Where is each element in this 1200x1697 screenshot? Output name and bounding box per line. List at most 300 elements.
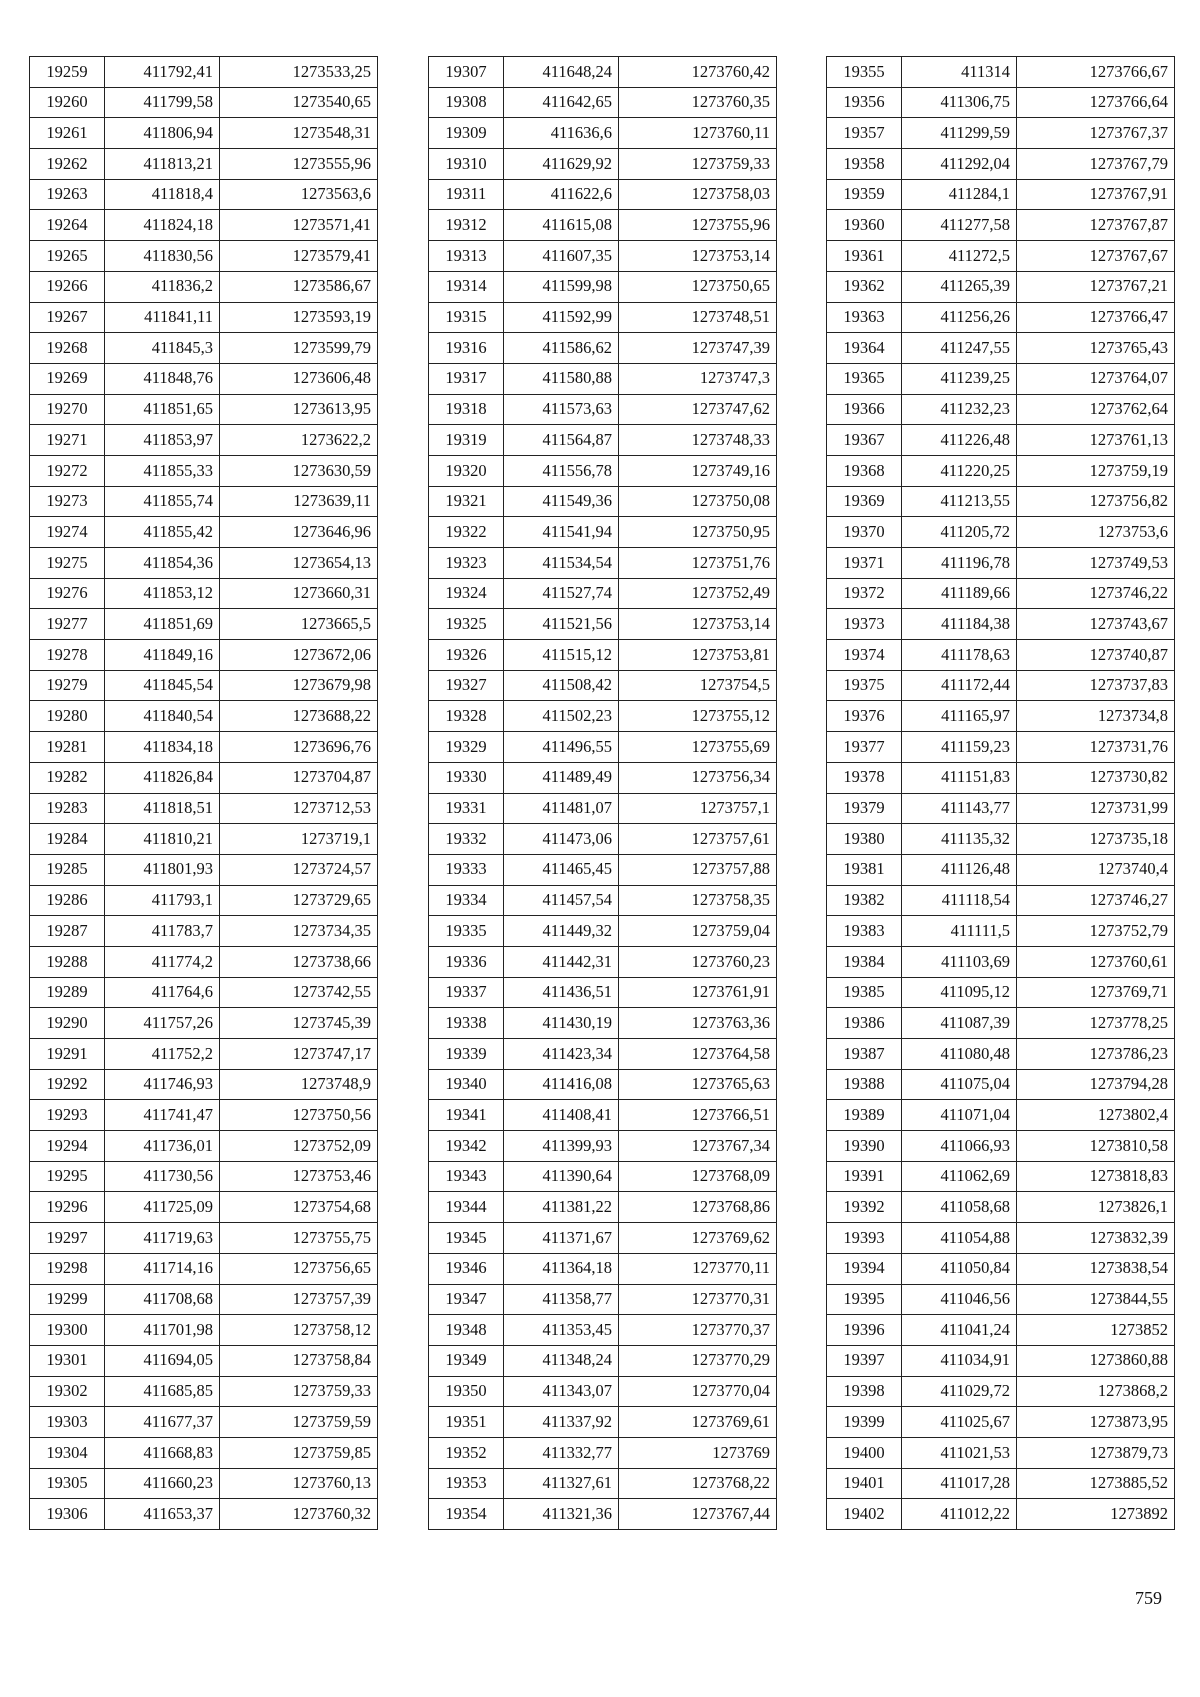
x-coordinate-cell: 411515,12	[504, 640, 619, 671]
point-number-cell: 19363	[827, 302, 902, 333]
table-row	[30, 578, 378, 609]
x-coordinate-cell: 411853,97	[105, 425, 220, 456]
table-row	[827, 118, 1175, 149]
y-coordinate-cell: 1273767,37	[1017, 118, 1175, 149]
table-row	[429, 548, 777, 579]
y-coordinate-cell: 1273755,96	[619, 210, 777, 241]
table-row	[429, 333, 777, 364]
x-coordinate-cell: 411348,24	[504, 1345, 619, 1376]
table-row	[429, 732, 777, 763]
table-row	[827, 670, 1175, 701]
y-coordinate-cell: 1273740,87	[1017, 640, 1175, 671]
y-coordinate-cell: 1273750,08	[619, 486, 777, 517]
x-coordinate-cell: 411599,98	[504, 271, 619, 302]
y-coordinate-cell: 1273757,39	[220, 1284, 378, 1315]
table-row	[827, 1284, 1175, 1315]
point-number-cell: 19322	[429, 517, 504, 548]
x-coordinate-cell: 411592,99	[504, 302, 619, 333]
x-coordinate-cell: 411774,2	[105, 946, 220, 977]
y-coordinate-cell: 1273740,4	[1017, 854, 1175, 885]
y-coordinate-cell: 1273753,14	[619, 241, 777, 272]
table-row	[30, 1284, 378, 1315]
y-coordinate-cell: 1273838,54	[1017, 1253, 1175, 1284]
point-number-cell: 19351	[429, 1407, 504, 1438]
x-coordinate-cell: 411694,05	[105, 1345, 220, 1376]
y-coordinate-cell: 1273630,59	[220, 455, 378, 486]
table-row	[827, 854, 1175, 885]
y-coordinate-cell: 1273766,64	[1017, 87, 1175, 118]
y-coordinate-cell: 1273586,67	[220, 271, 378, 302]
x-coordinate-cell: 411025,67	[902, 1407, 1017, 1438]
y-coordinate-cell: 1273756,65	[220, 1253, 378, 1284]
point-number-cell: 19368	[827, 455, 902, 486]
x-coordinate-cell: 411845,54	[105, 670, 220, 701]
y-coordinate-cell: 1273738,66	[220, 946, 378, 977]
point-number-cell: 19309	[429, 118, 504, 149]
table-row	[30, 1437, 378, 1468]
table-row	[30, 609, 378, 640]
point-number-cell: 19311	[429, 179, 504, 210]
y-coordinate-cell: 1273746,22	[1017, 578, 1175, 609]
point-number-cell: 19327	[429, 670, 504, 701]
table-row	[429, 1039, 777, 1070]
point-number-cell: 19370	[827, 517, 902, 548]
x-coordinate-cell: 411845,3	[105, 333, 220, 364]
x-coordinate-cell: 411247,55	[902, 333, 1017, 364]
table-row	[827, 916, 1175, 947]
y-coordinate-cell: 1273606,48	[220, 363, 378, 394]
y-coordinate-cell: 1273724,57	[220, 854, 378, 885]
point-number-cell: 19323	[429, 548, 504, 579]
y-coordinate-cell: 1273760,23	[619, 946, 777, 977]
point-number-cell: 19310	[429, 149, 504, 180]
point-number-cell: 19400	[827, 1437, 902, 1468]
y-coordinate-cell: 1273752,49	[619, 578, 777, 609]
table-row	[429, 1437, 777, 1468]
x-coordinate-cell: 411277,58	[902, 210, 1017, 241]
point-number-cell: 19394	[827, 1253, 902, 1284]
x-coordinate-cell: 411272,5	[902, 241, 1017, 272]
x-coordinate-cell: 411436,51	[504, 977, 619, 1008]
y-coordinate-cell: 1273747,62	[619, 394, 777, 425]
table-row	[827, 425, 1175, 456]
table-row	[827, 179, 1175, 210]
point-number-cell: 19359	[827, 179, 902, 210]
point-number-cell: 19365	[827, 363, 902, 394]
x-coordinate-cell: 411337,92	[504, 1407, 619, 1438]
table-row	[30, 1192, 378, 1223]
x-coordinate-cell: 411573,63	[504, 394, 619, 425]
table-row	[429, 916, 777, 947]
table-row	[827, 548, 1175, 579]
x-coordinate-cell: 411332,77	[504, 1437, 619, 1468]
point-number-cell: 19299	[30, 1284, 105, 1315]
table-row	[429, 1499, 777, 1530]
table-row	[827, 486, 1175, 517]
table-row	[30, 517, 378, 548]
y-coordinate-cell: 1273731,99	[1017, 793, 1175, 824]
y-coordinate-cell: 1273749,53	[1017, 548, 1175, 579]
y-coordinate-cell: 1273548,31	[220, 118, 378, 149]
point-number-cell: 19385	[827, 977, 902, 1008]
table-row	[30, 1131, 378, 1162]
x-coordinate-cell: 411226,48	[902, 425, 1017, 456]
y-coordinate-cell: 1273826,1	[1017, 1192, 1175, 1223]
y-coordinate-cell: 1273753,6	[1017, 517, 1175, 548]
x-coordinate-cell: 411854,36	[105, 548, 220, 579]
y-coordinate-cell: 1273778,25	[1017, 1008, 1175, 1039]
y-coordinate-cell: 1273599,79	[220, 333, 378, 364]
y-coordinate-cell: 1273748,51	[619, 302, 777, 333]
x-coordinate-cell: 411840,54	[105, 701, 220, 732]
x-coordinate-cell: 411314	[902, 57, 1017, 88]
page-number: 759	[1135, 1588, 1162, 1608]
point-number-cell: 19358	[827, 149, 902, 180]
x-coordinate-cell: 411416,08	[504, 1069, 619, 1100]
y-coordinate-cell: 1273755,69	[619, 732, 777, 763]
y-coordinate-cell: 1273748,33	[619, 425, 777, 456]
table-row	[429, 1161, 777, 1192]
point-number-cell: 19343	[429, 1161, 504, 1192]
x-coordinate-cell: 411489,49	[504, 762, 619, 793]
x-coordinate-cell: 411080,48	[902, 1039, 1017, 1070]
point-number-cell: 19330	[429, 762, 504, 793]
point-number-cell: 19389	[827, 1100, 902, 1131]
x-coordinate-cell: 411012,22	[902, 1499, 1017, 1530]
table-row	[30, 762, 378, 793]
point-number-cell: 19282	[30, 762, 105, 793]
y-coordinate-cell: 1273753,81	[619, 640, 777, 671]
y-coordinate-cell: 1273802,4	[1017, 1100, 1175, 1131]
x-coordinate-cell: 411087,39	[902, 1008, 1017, 1039]
y-coordinate-cell: 1273729,65	[220, 885, 378, 916]
point-number-cell: 19320	[429, 455, 504, 486]
x-coordinate-cell: 411284,1	[902, 179, 1017, 210]
x-coordinate-cell: 411481,07	[504, 793, 619, 824]
table-row	[30, 486, 378, 517]
table-row	[30, 1315, 378, 1346]
x-coordinate-cell: 411034,91	[902, 1345, 1017, 1376]
y-coordinate-cell: 1273734,8	[1017, 701, 1175, 732]
point-number-cell: 19260	[30, 87, 105, 118]
y-coordinate-cell: 1273660,31	[220, 578, 378, 609]
y-coordinate-cell: 1273767,87	[1017, 210, 1175, 241]
table-row	[827, 946, 1175, 977]
point-number-cell: 19379	[827, 793, 902, 824]
point-number-cell: 19284	[30, 824, 105, 855]
table-row	[429, 394, 777, 425]
point-number-cell: 19316	[429, 333, 504, 364]
point-number-cell: 19333	[429, 854, 504, 885]
point-number-cell: 19269	[30, 363, 105, 394]
table-row	[30, 1499, 378, 1530]
point-number-cell: 19380	[827, 824, 902, 855]
table-row	[429, 824, 777, 855]
point-number-cell: 19302	[30, 1376, 105, 1407]
y-coordinate-cell: 1273761,91	[619, 977, 777, 1008]
y-coordinate-cell: 1273758,84	[220, 1345, 378, 1376]
x-coordinate-cell: 411668,83	[105, 1437, 220, 1468]
point-number-cell: 19345	[429, 1223, 504, 1254]
table-row	[827, 824, 1175, 855]
point-number-cell: 19371	[827, 548, 902, 579]
table-row	[30, 1345, 378, 1376]
y-coordinate-cell: 1273579,41	[220, 241, 378, 272]
x-coordinate-cell: 411502,23	[504, 701, 619, 732]
point-number-cell: 19392	[827, 1192, 902, 1223]
x-coordinate-cell: 411213,55	[902, 486, 1017, 517]
table-row	[30, 793, 378, 824]
point-number-cell: 19268	[30, 333, 105, 364]
y-coordinate-cell: 1273770,29	[619, 1345, 777, 1376]
point-number-cell: 19297	[30, 1223, 105, 1254]
point-number-cell: 19378	[827, 762, 902, 793]
y-coordinate-cell: 1273752,09	[220, 1131, 378, 1162]
x-coordinate-cell: 411066,93	[902, 1131, 1017, 1162]
x-coordinate-cell: 411327,61	[504, 1468, 619, 1499]
point-number-cell: 19325	[429, 609, 504, 640]
y-coordinate-cell: 1273704,87	[220, 762, 378, 793]
point-number-cell: 19274	[30, 517, 105, 548]
y-coordinate-cell: 1273770,04	[619, 1376, 777, 1407]
point-number-cell: 19288	[30, 946, 105, 977]
table-row	[429, 1069, 777, 1100]
point-number-cell: 19401	[827, 1468, 902, 1499]
table-row	[827, 578, 1175, 609]
point-number-cell: 19296	[30, 1192, 105, 1223]
coordinate-table-3	[826, 56, 1175, 1530]
point-number-cell: 19349	[429, 1345, 504, 1376]
point-number-cell: 19364	[827, 333, 902, 364]
y-coordinate-cell: 1273767,91	[1017, 179, 1175, 210]
y-coordinate-cell: 1273759,04	[619, 916, 777, 947]
point-number-cell: 19376	[827, 701, 902, 732]
x-coordinate-cell: 411143,77	[902, 793, 1017, 824]
table-row	[429, 1407, 777, 1438]
point-number-cell: 19391	[827, 1161, 902, 1192]
y-coordinate-cell: 1273759,33	[619, 149, 777, 180]
y-coordinate-cell: 1273737,83	[1017, 670, 1175, 701]
x-coordinate-cell: 411473,06	[504, 824, 619, 855]
point-number-cell: 19307	[429, 57, 504, 88]
x-coordinate-cell: 411685,85	[105, 1376, 220, 1407]
point-number-cell: 19383	[827, 916, 902, 947]
point-number-cell: 19342	[429, 1131, 504, 1162]
table-row	[429, 455, 777, 486]
x-coordinate-cell: 411364,18	[504, 1253, 619, 1284]
y-coordinate-cell: 1273712,53	[220, 793, 378, 824]
point-number-cell: 19357	[827, 118, 902, 149]
x-coordinate-cell: 411232,23	[902, 394, 1017, 425]
x-coordinate-cell: 411853,12	[105, 578, 220, 609]
table-row	[827, 57, 1175, 88]
point-number-cell: 19294	[30, 1131, 105, 1162]
x-coordinate-cell: 411054,88	[902, 1223, 1017, 1254]
x-coordinate-cell: 411390,64	[504, 1161, 619, 1192]
table-row	[30, 1376, 378, 1407]
table-row	[429, 946, 777, 977]
y-coordinate-cell: 1273751,76	[619, 548, 777, 579]
y-coordinate-cell: 1273696,76	[220, 732, 378, 763]
point-number-cell: 19354	[429, 1499, 504, 1530]
y-coordinate-cell: 1273769,62	[619, 1223, 777, 1254]
table-row	[429, 1345, 777, 1376]
point-number-cell: 19304	[30, 1437, 105, 1468]
point-number-cell: 19317	[429, 363, 504, 394]
x-coordinate-cell: 411058,68	[902, 1192, 1017, 1223]
table-row	[30, 1253, 378, 1284]
point-number-cell: 19331	[429, 793, 504, 824]
table-row	[827, 640, 1175, 671]
y-coordinate-cell: 1273768,22	[619, 1468, 777, 1499]
point-number-cell: 19298	[30, 1253, 105, 1284]
x-coordinate-cell: 411196,78	[902, 548, 1017, 579]
point-number-cell: 19395	[827, 1284, 902, 1315]
point-number-cell: 19396	[827, 1315, 902, 1346]
point-number-cell: 19381	[827, 854, 902, 885]
point-number-cell: 19374	[827, 640, 902, 671]
y-coordinate-cell: 1273764,58	[619, 1039, 777, 1070]
point-number-cell: 19261	[30, 118, 105, 149]
table-row	[429, 854, 777, 885]
point-number-cell: 19382	[827, 885, 902, 916]
table-row	[827, 1315, 1175, 1346]
y-coordinate-cell: 1273770,11	[619, 1253, 777, 1284]
point-number-cell: 19287	[30, 916, 105, 947]
table-row	[827, 1437, 1175, 1468]
table-row	[429, 149, 777, 180]
x-coordinate-cell: 411806,94	[105, 118, 220, 149]
table-row	[827, 333, 1175, 364]
table-row	[30, 1069, 378, 1100]
x-coordinate-cell: 411841,11	[105, 302, 220, 333]
table-row	[827, 1345, 1175, 1376]
point-number-cell: 19313	[429, 241, 504, 272]
y-coordinate-cell: 1273760,35	[619, 87, 777, 118]
x-coordinate-cell: 411017,28	[902, 1468, 1017, 1499]
table-row	[827, 241, 1175, 272]
y-coordinate-cell: 1273734,35	[220, 916, 378, 947]
table-row	[827, 701, 1175, 732]
table-row	[30, 425, 378, 456]
table-row	[429, 517, 777, 548]
point-number-cell: 19312	[429, 210, 504, 241]
table-row	[429, 885, 777, 916]
point-number-cell: 19393	[827, 1223, 902, 1254]
x-coordinate-cell: 411701,98	[105, 1315, 220, 1346]
y-coordinate-cell: 1273731,76	[1017, 732, 1175, 763]
coordinate-table-1	[29, 56, 378, 1530]
table-row	[429, 609, 777, 640]
x-coordinate-cell: 411046,56	[902, 1284, 1017, 1315]
table-row	[429, 57, 777, 88]
table-row	[30, 640, 378, 671]
x-coordinate-cell: 411580,88	[504, 363, 619, 394]
point-number-cell: 19350	[429, 1376, 504, 1407]
y-coordinate-cell: 1273533,25	[220, 57, 378, 88]
table-row	[429, 977, 777, 1008]
point-number-cell: 19265	[30, 241, 105, 272]
table-row	[429, 179, 777, 210]
point-number-cell: 19314	[429, 271, 504, 302]
table-row	[429, 1008, 777, 1039]
point-number-cell: 19278	[30, 640, 105, 671]
point-number-cell: 19271	[30, 425, 105, 456]
x-coordinate-cell: 411714,16	[105, 1253, 220, 1284]
x-coordinate-cell: 411151,83	[902, 762, 1017, 793]
x-coordinate-cell: 411855,74	[105, 486, 220, 517]
table-row	[827, 1192, 1175, 1223]
point-number-cell: 19305	[30, 1468, 105, 1499]
point-number-cell: 19273	[30, 486, 105, 517]
x-coordinate-cell: 411848,76	[105, 363, 220, 394]
table-row	[429, 363, 777, 394]
table-row	[827, 1253, 1175, 1284]
x-coordinate-cell: 411752,2	[105, 1039, 220, 1070]
y-coordinate-cell: 1273555,96	[220, 149, 378, 180]
y-coordinate-cell: 1273752,79	[1017, 916, 1175, 947]
table-row	[827, 271, 1175, 302]
point-number-cell: 19281	[30, 732, 105, 763]
point-number-cell: 19300	[30, 1315, 105, 1346]
y-coordinate-cell: 1273892	[1017, 1499, 1175, 1530]
point-number-cell: 19270	[30, 394, 105, 425]
table-row	[827, 1161, 1175, 1192]
point-number-cell: 19402	[827, 1499, 902, 1530]
y-coordinate-cell: 1273753,46	[220, 1161, 378, 1192]
y-coordinate-cell: 1273786,23	[1017, 1039, 1175, 1070]
y-coordinate-cell: 1273759,33	[220, 1376, 378, 1407]
x-coordinate-cell: 411172,44	[902, 670, 1017, 701]
x-coordinate-cell: 411265,39	[902, 271, 1017, 302]
y-coordinate-cell: 1273760,11	[619, 118, 777, 149]
x-coordinate-cell: 411556,78	[504, 455, 619, 486]
point-number-cell: 19286	[30, 885, 105, 916]
table-row	[429, 425, 777, 456]
table-row	[429, 578, 777, 609]
x-coordinate-cell: 411205,72	[902, 517, 1017, 548]
x-coordinate-cell: 411677,37	[105, 1407, 220, 1438]
table-row	[429, 1284, 777, 1315]
x-coordinate-cell: 411041,24	[902, 1315, 1017, 1346]
x-coordinate-cell: 411399,93	[504, 1131, 619, 1162]
x-coordinate-cell: 411586,62	[504, 333, 619, 364]
y-coordinate-cell: 1273810,58	[1017, 1131, 1175, 1162]
y-coordinate-cell: 1273879,73	[1017, 1437, 1175, 1468]
x-coordinate-cell: 411725,09	[105, 1192, 220, 1223]
x-coordinate-cell: 411457,54	[504, 885, 619, 916]
y-coordinate-cell: 1273760,13	[220, 1468, 378, 1499]
y-coordinate-cell: 1273755,75	[220, 1223, 378, 1254]
point-number-cell: 19301	[30, 1345, 105, 1376]
x-coordinate-cell: 411465,45	[504, 854, 619, 885]
y-coordinate-cell: 1273758,12	[220, 1315, 378, 1346]
table-row	[30, 946, 378, 977]
y-coordinate-cell: 1273860,88	[1017, 1345, 1175, 1376]
table-row	[429, 1376, 777, 1407]
y-coordinate-cell: 1273770,31	[619, 1284, 777, 1315]
y-coordinate-cell: 1273750,56	[220, 1100, 378, 1131]
y-coordinate-cell: 1273593,19	[220, 302, 378, 333]
y-coordinate-cell: 1273730,82	[1017, 762, 1175, 793]
table-row	[30, 118, 378, 149]
point-number-cell: 19283	[30, 793, 105, 824]
x-coordinate-cell: 411818,4	[105, 179, 220, 210]
y-coordinate-cell: 1273873,95	[1017, 1407, 1175, 1438]
x-coordinate-cell: 411165,97	[902, 701, 1017, 732]
table-row	[30, 302, 378, 333]
point-number-cell: 19388	[827, 1069, 902, 1100]
